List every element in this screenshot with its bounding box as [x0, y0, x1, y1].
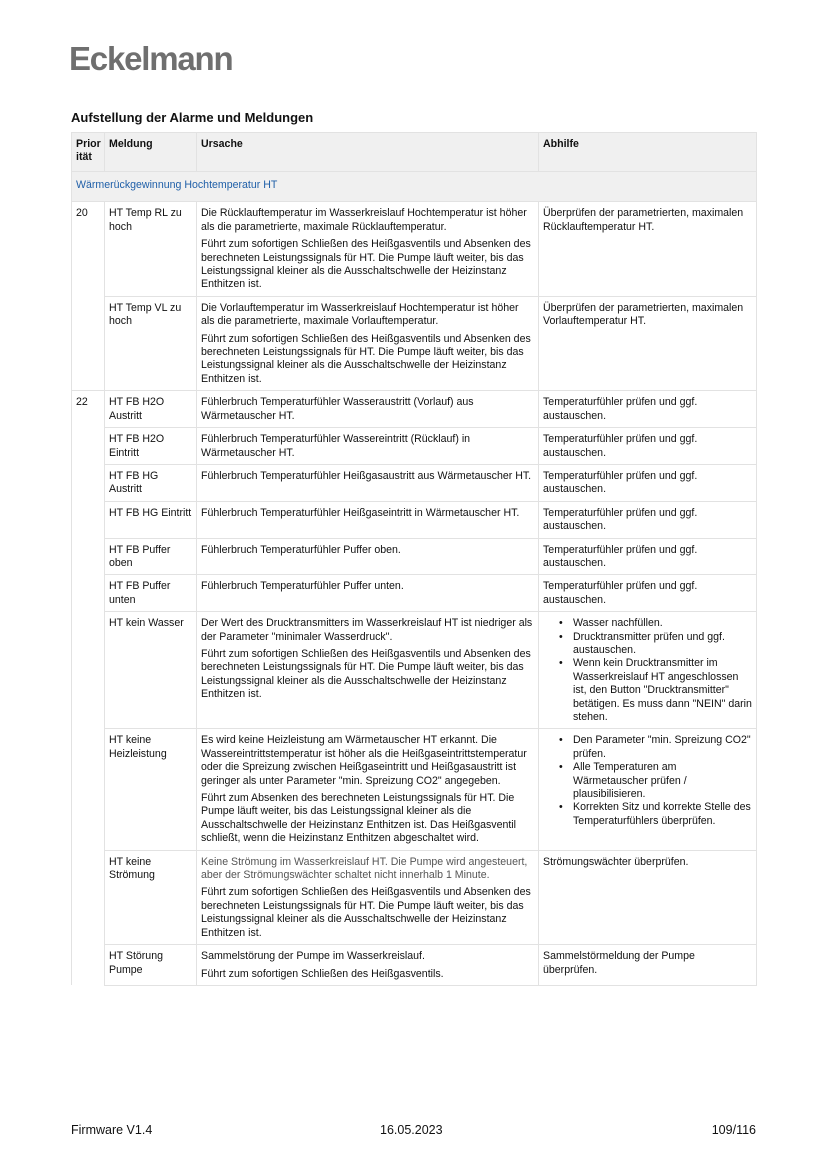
abhilfe-list-item: • Den Parameter "min. Spreizung CO2" prüfen.: [573, 734, 752, 761]
alarm-table: [71, 132, 757, 986]
abhilfe-list-item: • Alle Temperaturen am Wärmetauscher prüfen / plausibilisieren.: [573, 761, 752, 801]
priority-cell: 20: [72, 202, 105, 391]
abhilfe-cell: Überprüfen der parametrierten, maximalen Rücklauftemperatur HT.: [539, 202, 757, 296]
meldung-cell: HT Temp VL zu hoch: [105, 296, 197, 390]
table-row: [72, 945, 757, 986]
meldung-cell: HT FB H2O Eintritt: [105, 428, 197, 465]
ursache-paragraph: Führt zum sofortigen Schließen des Heißgasventils.: [201, 967, 444, 980]
ursache-paragraph: Die Rücklauftemperatur im Wasserkreislauf Hochtemperatur ist höher als die parametrierte, maximale Rücklauftemperatur.: [201, 207, 527, 233]
ursache-cell: [197, 428, 539, 465]
ursache-paragraph: Führt zum Absenken des berechneten Leistungssignals für HT. Die Pumpe läuft weiter, bis das Leistungssignal kleiner als die Ausschaltschwelle der Heizinstanz Enthitzen ist. Das Heißgasventil schließt, wenn die Heizinstanz Enthitzen abgeschaltet wird.: [201, 792, 517, 845]
footer-date: 16.05.2023: [380, 1123, 443, 1137]
ursache-paragraph: Führt zum sofortigen Schließen des Heißgasventils und Absenken des berechneten Leistungssignals für HT. Die Pumpe läuft weiter, bis das Leistungssignal kleiner als die Ausschaltschwelle der Heizinstanz Enthitzen ist.: [201, 647, 531, 701]
abhilfe-cell: Überprüfen der parametrierten, maximalen Vorlauftemperatur HT.: [539, 296, 757, 390]
abhilfe-cell: Temperaturfühler prüfen und ggf. austauschen.: [539, 575, 757, 612]
meldung-cell: HT FB HG Eintritt: [105, 501, 197, 538]
ursache-cell: [197, 945, 539, 986]
table-row: [72, 575, 757, 612]
abhilfe-cell: [539, 729, 757, 850]
section-title: Wärmerückgewinnung Hochtemperatur HT: [72, 172, 757, 202]
ursache-cell: [197, 729, 539, 850]
header-prioritaet: Prior ität: [72, 133, 105, 172]
ursache-paragraph: Der Wert des Drucktransmitters im Wasserkreislauf HT ist niedriger als der Parameter "minimaler Wasserdruck".: [201, 617, 533, 643]
table-row: [72, 464, 757, 501]
table-row: [72, 612, 757, 729]
ursache-paragraph: Sammelstörung der Pumpe im Wasserkreislauf.: [201, 950, 425, 963]
ursache-cell: [197, 612, 539, 729]
header-abhilfe: Abhilfe: [539, 133, 757, 172]
ursache-paragraph: Die Vorlauftemperatur im Wasserkreislauf Hochtemperatur ist höher als die parametrierte, maximale Vorlauftemperatur.: [201, 301, 519, 328]
table-row: [72, 428, 757, 465]
meldung-cell: HT FB H2O Austritt: [105, 391, 197, 428]
meldung-cell: HT FB Puffer unten: [105, 575, 197, 612]
table-row: [72, 850, 757, 944]
ursache-paragraph: Fühlerbruch Temperaturfühler Wasseraustritt (Vorlauf) aus Wärmetauscher HT.: [201, 396, 474, 422]
meldung-cell: HT Temp RL zu hoch: [105, 202, 197, 296]
abhilfe-list-item: • Korrekten Sitz und korrekte Stelle des Temperaturfühlers überprüfen.: [573, 801, 752, 828]
abhilfe-list: [543, 734, 752, 828]
abhilfe-cell: Strömungswächter überprüfen.: [539, 850, 757, 944]
meldung-cell: HT kein Wasser: [105, 612, 197, 729]
abhilfe-list-item: • Drucktransmitter prüfen und ggf. austauschen.: [573, 631, 752, 658]
abhilfe-cell: Sammelstörmeldung der Pumpe überprüfen.: [539, 945, 757, 986]
company-logo: Eckelmann: [69, 40, 233, 77]
ursache-cell: [197, 501, 539, 538]
abhilfe-cell: Temperaturfühler prüfen und ggf. austauschen.: [539, 501, 757, 538]
abhilfe-cell: Temperaturfühler prüfen und ggf. austauschen.: [539, 538, 757, 575]
ursache-paragraph: Fühlerbruch Temperaturfühler Heißgasaustritt aus Wärmetauscher HT.: [201, 469, 532, 482]
abhilfe-cell: Temperaturfühler prüfen und ggf. austauschen.: [539, 428, 757, 465]
ursache-cell: [197, 464, 539, 501]
ursache-cell: [197, 538, 539, 575]
ursache-paragraph: Führt zum sofortigen Schließen des Heißgasventils und Absenken des berechneten Leistungssignals für HT. Die Pumpe läuft weiter, bis das Leistungssignal kleiner als die Ausschaltschwelle der Heizinstanz Enthitzen ist.: [201, 332, 531, 385]
ursache-paragraph: Fühlerbruch Temperaturfühler Puffer oben.: [201, 543, 401, 556]
ursache-cell: [197, 296, 539, 390]
meldung-cell: HT keine Heizleistung: [105, 729, 197, 850]
abhilfe-list-item: • Wasser nachfüllen.: [573, 617, 752, 630]
meldung-cell: HT Störung Pumpe: [105, 945, 197, 986]
ursache-cell: [197, 575, 539, 612]
ursache-paragraph: Fühlerbruch Temperaturfühler Puffer unten.: [201, 580, 404, 593]
table-header-row: [72, 133, 757, 172]
ursache-cell: [197, 850, 539, 944]
ursache-paragraph: Führt zum sofortigen Schließen des Heißgasventils und Absenken des berechneten Leistungssignals für HT. Die Pumpe läuft weiter, bis das Leistungssignal kleiner als die Ausschaltschwelle der Heizinstanz Enthitzen ist.: [201, 238, 531, 291]
ursache-paragraph: Fühlerbruch Temperaturfühler Heißgaseintritt in Wärmetauscher HT.: [201, 506, 520, 519]
table-row: [72, 538, 757, 575]
abhilfe-cell: Temperaturfühler prüfen und ggf. austauschen.: [539, 464, 757, 501]
table-row: [72, 391, 757, 428]
ursache-paragraph: Fühlerbruch Temperaturfühler Wassereintritt (Rücklauf) in Wärmetauscher HT.: [201, 433, 471, 459]
ursache-cell: [197, 202, 539, 296]
header-meldung: Meldung: [105, 133, 197, 172]
section-heading: Aufstellung der Alarme und Meldungen: [71, 110, 314, 125]
meldung-cell: HT FB HG Austritt: [105, 464, 197, 501]
table-row: [72, 202, 757, 296]
priority-cell: 22: [72, 391, 105, 986]
abhilfe-list: [543, 617, 752, 724]
section-row: [72, 172, 757, 202]
table-row: [72, 729, 757, 850]
abhilfe-cell: [539, 612, 757, 729]
footer-page-number: 109/116: [711, 1123, 756, 1137]
header-ursache: Ursache: [197, 133, 539, 172]
table-row: [72, 501, 757, 538]
abhilfe-list-item: • Wenn kein Drucktransmitter im Wasserkreislauf HT angeschlossen ist, den Button "Drucktransmitter" betätigen. Es muss dann "NEIN" darin stehen.: [573, 657, 752, 724]
footer-firmware: Firmware V1.4: [71, 1123, 153, 1137]
ursache-cell: [197, 391, 539, 428]
table-row: [72, 296, 757, 390]
ursache-paragraph: Es wird keine Heizleistung am Wärmetauscher HT erkannt. Die Wassereintrittstemperatur ist höher als die Heißgaseintrittstemperatur oder die Spreizung zwischen Heißgaseintritt und Heißgasaustritt ist geringer als unter Parameter "min. Spreizung CO2" angegeben.: [201, 734, 527, 787]
ursache-paragraph: Führt zum sofortigen Schließen des Heißgasventils und Absenken des berechneten Leistungssignals für HT. Die Pumpe läuft weiter, bis das Leistungssignal kleiner als die Ausschaltschwelle der Heizinstanz Enthitzen ist.: [201, 886, 531, 939]
meldung-cell: HT FB Puffer oben: [105, 538, 197, 575]
meldung-cell: HT keine Strömung: [105, 850, 197, 944]
abhilfe-cell: Temperaturfühler prüfen und ggf. austauschen.: [539, 391, 757, 428]
ursache-paragraph: Keine Strömung im Wasserkreislauf HT. Die Pumpe wird angesteuert, aber der Strömungswächter schaltet nicht innerhalb 1 Minute.: [201, 855, 528, 882]
